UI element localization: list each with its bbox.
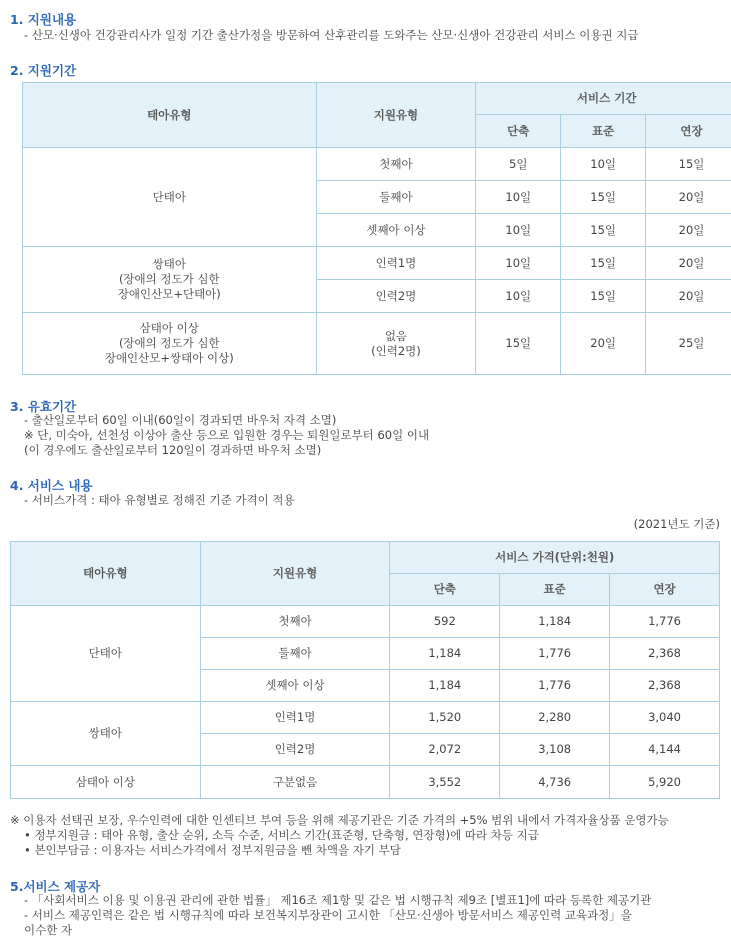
- header-fetus-type: 태아유형: [23, 83, 317, 148]
- group-twins: [23, 247, 317, 313]
- section-5-title: 5.서비스 제공자: [10, 879, 101, 894]
- section-3-title: 3. 유효기간: [10, 399, 77, 414]
- support-cell: 인력2명: [200, 734, 390, 766]
- table-row: [11, 606, 720, 638]
- section-5-line1: - 「사회서비스 이용 및 이용권 관리에 관한 법률」 제16조 제1항 및 같은 법 시행규칙 제9조 [별표1]에 따라 등록한 제공기관: [24, 893, 652, 907]
- value-cell: 2,280: [500, 702, 610, 734]
- value-cell: 15일: [561, 214, 646, 247]
- table-row: [11, 702, 720, 734]
- section-3-line2: ※ 단, 미숙아, 선천성 이상아 출산 등으로 입원한 경우는 퇴원일로부터 60일 이내: [24, 428, 430, 442]
- value-cell: 20일: [646, 247, 731, 280]
- value-cell: 15일: [476, 313, 561, 375]
- section-2-title: 2. 지원기간: [10, 63, 77, 78]
- section-4-line1: - 서비스가격 : 태아 유형별로 정해진 기준 가격이 적용: [24, 493, 295, 507]
- value-cell: 25일: [646, 313, 731, 375]
- value-cell: 1,184: [390, 670, 500, 702]
- value-cell: 10일: [476, 214, 561, 247]
- header-support-type: 지원유형: [316, 83, 476, 148]
- year-note: (2021년도 기준): [633, 517, 720, 531]
- value-cell: 15일: [646, 148, 731, 181]
- value-cell: 10일: [476, 181, 561, 214]
- value-cell: 2,368: [610, 638, 720, 670]
- support-cell: [316, 313, 476, 375]
- support-cell: 둘째아: [200, 638, 390, 670]
- value-cell: 1,184: [500, 606, 610, 638]
- section-1-text: - 산모·신생아 건강관리사가 일정 기간 출산가정을 방문하여 산후관리를 도와주는 산모·신생아 건강관리 서비스 이용권 지급: [24, 28, 639, 42]
- group-twins-line1: 쌍태아: [152, 257, 186, 271]
- value-cell: 20일: [561, 313, 646, 375]
- table-row: [23, 148, 731, 181]
- group-twins-line2: (장애의 정도가 심한: [118, 272, 220, 286]
- value-cell: 4,736: [500, 766, 610, 799]
- value-cell: 15일: [561, 247, 646, 280]
- group-triplets: 삼태아 이상: [11, 766, 201, 799]
- value-cell: 20일: [646, 181, 731, 214]
- support-cell-line2: (인력2명): [371, 343, 421, 358]
- value-cell: 20일: [646, 280, 731, 313]
- header-service-period: 서비스 기간: [476, 83, 731, 115]
- note-2: • 정부지원금 : 태아 유형, 출산 순위, 소득 수준, 서비스 기간(표준형, 단축형, 연장형)에 따라 차등 지급: [24, 828, 539, 842]
- group-triplets-line2: (장애의 정도가 심한: [118, 336, 220, 350]
- table-row: [11, 766, 720, 799]
- value-cell: 1,776: [610, 606, 720, 638]
- support-cell: 셋째아 이상: [200, 670, 390, 702]
- support-cell: 셋째아 이상: [316, 214, 476, 247]
- header-support-type: 지원유형: [200, 542, 390, 606]
- group-single: 단태아: [11, 606, 201, 702]
- section-3-line1: - 출산일로부터 60일 이내(60일이 경과되면 바우처 자격 소멸): [24, 413, 337, 427]
- value-cell: 10일: [476, 280, 561, 313]
- support-cell: 첫째아: [316, 148, 476, 181]
- note-3: • 본인부담금 : 이용자는 서비스가격에서 정부지원금을 뺀 차액을 자기 부담: [24, 843, 401, 857]
- value-cell: 4,144: [610, 734, 720, 766]
- section-1-title: 1. 지원내용: [10, 12, 77, 27]
- group-single: 단태아: [23, 148, 317, 247]
- support-period-table: [22, 82, 731, 375]
- support-cell-line1: 없음: [384, 328, 408, 343]
- support-cell: 인력2명: [316, 280, 476, 313]
- value-cell: 15일: [561, 280, 646, 313]
- value-cell: 1,520: [390, 702, 500, 734]
- support-cell: 첫째아: [200, 606, 390, 638]
- note-1: ※ 이용자 선택권 보장, 우수인력에 대한 인센티브 부여 등을 위해 제공기관은 기준 가격의 +5% 범위 내에서 가격자율상품 운영가능: [10, 813, 669, 827]
- group-triplets-line3: 장애인산모+쌍태아 이상): [104, 351, 234, 365]
- group-twins-line3: 장애인산모+단태아): [117, 287, 221, 301]
- header-short: 단축: [476, 115, 561, 148]
- value-cell: 10일: [561, 148, 646, 181]
- value-cell: 10일: [476, 247, 561, 280]
- value-cell: 1,776: [500, 638, 610, 670]
- value-cell: 20일: [646, 214, 731, 247]
- value-cell: 3,040: [610, 702, 720, 734]
- header-standard: 표준: [500, 574, 610, 606]
- table-row: [23, 247, 731, 280]
- table-row: [23, 313, 731, 375]
- value-cell: 1,776: [500, 670, 610, 702]
- group-triplets: [23, 313, 317, 375]
- header-short: 단축: [390, 574, 500, 606]
- section-4-title: 4. 서비스 내용: [10, 478, 93, 493]
- section-5-line2: - 서비스 제공인력은 같은 법 시행규칙에 따라 보건복지부장관이 고시한 「산모·신생아 방문서비스 제공인력 교육과정」을: [24, 908, 632, 922]
- value-cell: 15일: [561, 181, 646, 214]
- support-cell: 인력1명: [316, 247, 476, 280]
- header-service-price: 서비스 가격(단위:천원): [390, 542, 720, 574]
- value-cell: 592: [390, 606, 500, 638]
- value-cell: 5,920: [610, 766, 720, 799]
- group-triplets-line1: 삼태아 이상: [139, 321, 199, 335]
- support-cell: 인력1명: [200, 702, 390, 734]
- service-price-table: [10, 541, 720, 799]
- group-twins: 쌍태아: [11, 702, 201, 766]
- value-cell: 5일: [476, 148, 561, 181]
- value-cell: 1,184: [390, 638, 500, 670]
- value-cell: 3,108: [500, 734, 610, 766]
- support-cell: 구분없음: [200, 766, 390, 799]
- header-extended: 연장: [646, 115, 731, 148]
- value-cell: 3,552: [390, 766, 500, 799]
- section-3-line3: (이 경우에도 출산일로부터 120일이 경과하면 바우처 소멸): [24, 443, 322, 457]
- support-cell: 둘째아: [316, 181, 476, 214]
- header-extended: 연장: [610, 574, 720, 606]
- value-cell: 2,072: [390, 734, 500, 766]
- header-standard: 표준: [561, 115, 646, 148]
- value-cell: 2,368: [610, 670, 720, 702]
- section-5-line3: 이수한 자: [24, 923, 73, 937]
- header-fetus-type: 태아유형: [11, 542, 201, 606]
